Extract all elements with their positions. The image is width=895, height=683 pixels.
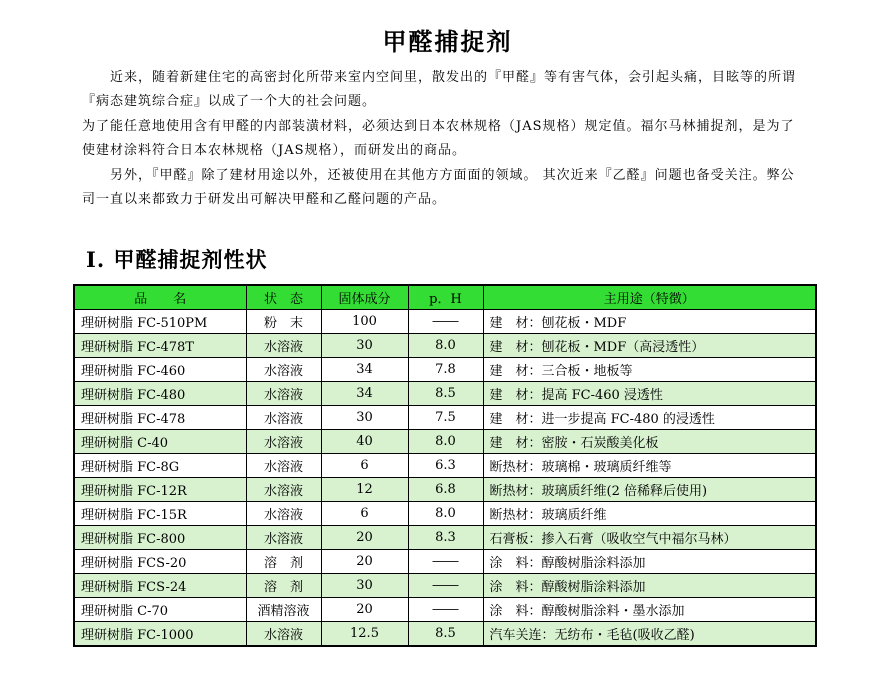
cell-name: 理研树脂 FC-1000 [74, 622, 246, 647]
cell-ph: 7.8 [408, 358, 483, 382]
cell-ph: ―― [408, 598, 483, 622]
cell-ph: 8.0 [408, 502, 483, 526]
cell-use: 建 材：刨花板・MDF [483, 310, 816, 334]
cell-ph: 7.5 [408, 406, 483, 430]
intro-paragraph-1: 近来，随着新建住宅的高密封化所带来室内空间里，散发出的『甲醛』等有害气体，会引起头痛，目眩等的所谓『病态建筑综合症』以成了一个大的社会问题。 [82, 70, 797, 110]
header-use: 主用途（特徴） [483, 285, 816, 310]
cell-solid: 30 [321, 334, 408, 358]
section-title: Ⅰ. 甲醛捕捉剂性状 [86, 247, 268, 272]
cell-name: 理研树脂 FC-510PM [74, 310, 246, 334]
cell-name: 理研树脂 FC-478 [74, 406, 246, 430]
cell-ph: 8.0 [408, 430, 483, 454]
cell-ph: 8.3 [408, 526, 483, 550]
cell-solid: 12 [321, 478, 408, 502]
table-row [74, 334, 816, 358]
cell-name: 理研树脂 C-40 [74, 430, 246, 454]
cell-state: 水溶液 [246, 454, 321, 478]
cell-solid: 20 [321, 598, 408, 622]
cell-solid: 6 [321, 454, 408, 478]
table-row [74, 550, 816, 574]
cell-ph: 6.3 [408, 454, 483, 478]
table-row [74, 622, 816, 647]
cell-state: 水溶液 [246, 382, 321, 406]
cell-state: 水溶液 [246, 622, 321, 647]
cell-solid: 34 [321, 358, 408, 382]
cell-solid: 34 [321, 382, 408, 406]
cell-ph: ―― [408, 550, 483, 574]
cell-name: 理研树脂 C-70 [74, 598, 246, 622]
cell-ph: ―― [408, 310, 483, 334]
cell-solid: 20 [321, 550, 408, 574]
cell-solid: 100 [321, 310, 408, 334]
cell-state: 溶 剂 [246, 574, 321, 598]
cell-name: 理研树脂 FCS-24 [74, 574, 246, 598]
cell-use: 汽车关连：无纺布・毛毡(吸收乙醛) [483, 622, 816, 647]
cell-state: 水溶液 [246, 358, 321, 382]
cell-ph: 8.5 [408, 382, 483, 406]
cell-solid: 30 [321, 574, 408, 598]
properties-table-wrapper [73, 284, 815, 647]
cell-state: 溶 剂 [246, 550, 321, 574]
cell-name: 理研树脂 FC-480 [74, 382, 246, 406]
document-title: 甲醛捕捉剂 [382, 27, 513, 56]
cell-state: 水溶液 [246, 334, 321, 358]
cell-use: 断热材：玻璃质纤维(2 倍稀释后使用) [483, 478, 816, 502]
table-row [74, 526, 816, 550]
table-row [74, 406, 816, 430]
cell-solid: 20 [321, 526, 408, 550]
table-body [74, 310, 816, 647]
intro-paragraph-3: 另外，『甲醛』除了建材用途以外，还被使用在其他方方面面的领域。 其次近来『乙醛』问题也备受关注。弊公司一直以来都致力于研发出可解决甲醛和乙醛问题的产品。 [82, 167, 795, 208]
table-row [74, 502, 816, 526]
cell-use: 涂 料：醇酸树脂涂料添加 [483, 574, 816, 598]
cell-use: 建 材：提高 FC-460 浸透性 [483, 382, 816, 406]
cell-state: 水溶液 [246, 430, 321, 454]
cell-use: 石膏板：掺入石膏（吸收空气中福尔马林） [483, 526, 816, 550]
table-row [74, 574, 816, 598]
cell-name: 理研树脂 FCS-20 [74, 550, 246, 574]
properties-table [73, 284, 817, 647]
cell-state: 粉 末 [246, 310, 321, 334]
cell-state: 酒精溶液 [246, 598, 321, 622]
intro-text [82, 66, 798, 212]
cell-name: 理研树脂 FC-460 [74, 358, 246, 382]
cell-name: 理研树脂 FC-12R [74, 478, 246, 502]
cell-state: 水溶液 [246, 526, 321, 550]
header-state: 状 态 [246, 285, 321, 310]
cell-use: 建 材：刨花板・MDF（高浸透性） [483, 334, 816, 358]
cell-name: 理研树脂 FC-8G [74, 454, 246, 478]
cell-solid: 40 [321, 430, 408, 454]
cell-state: 水溶液 [246, 478, 321, 502]
cell-ph: 8.0 [408, 334, 483, 358]
cell-use: 涂 料：醇酸树脂涂料・墨水添加 [483, 598, 816, 622]
table-row [74, 454, 816, 478]
cell-solid: 30 [321, 406, 408, 430]
table-row [74, 478, 816, 502]
cell-name: 理研树脂 FC-800 [74, 526, 246, 550]
header-solid: 固体成分 [321, 285, 408, 310]
cell-use: 涂 料：醇酸树脂涂料添加 [483, 550, 816, 574]
table-header-row [74, 285, 816, 310]
table-row [74, 598, 816, 622]
intro-paragraph-2: 为了能任意地使用含有甲醛的内部装潢材料，必须达到日本农林规格（JAS规格）规定值。福尔马林捕捉剂，是为了使建材涂料符合日本农林规格（JAS规格），而研发出的商品。 [82, 118, 795, 159]
cell-state: 水溶液 [246, 406, 321, 430]
cell-use: 建 材：进一步提高 FC-480 的浸透性 [483, 406, 816, 430]
cell-solid: 6 [321, 502, 408, 526]
table-row [74, 310, 816, 334]
cell-ph: 6.8 [408, 478, 483, 502]
cell-use: 建 材：三合板・地板等 [483, 358, 816, 382]
cell-state: 水溶液 [246, 502, 321, 526]
table-row [74, 430, 816, 454]
header-name: 品 名 [74, 285, 246, 310]
header-ph: p．H [408, 285, 483, 310]
cell-name: 理研树脂 FC-478T [74, 334, 246, 358]
table-row [74, 358, 816, 382]
cell-ph: 8.5 [408, 622, 483, 647]
cell-ph: ―― [408, 574, 483, 598]
cell-solid: 12.5 [321, 622, 408, 647]
cell-use: 断热材：玻璃棉・玻璃质纤维等 [483, 454, 816, 478]
cell-use: 断热材：玻璃质纤维 [483, 502, 816, 526]
cell-use: 建 材：密胺・石炭酸美化板 [483, 430, 816, 454]
cell-name: 理研树脂 FC-15R [74, 502, 246, 526]
table-row [74, 382, 816, 406]
